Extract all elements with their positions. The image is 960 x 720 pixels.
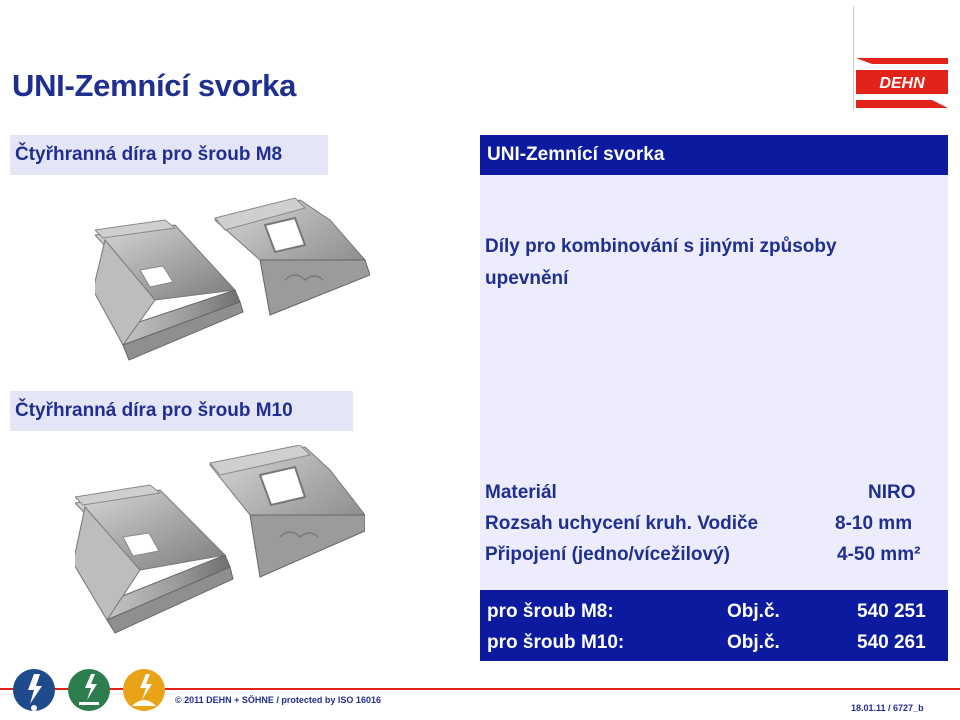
spec-row-material	[485, 479, 940, 509]
order-row-m10	[487, 629, 947, 659]
order-numbers-box	[480, 590, 948, 661]
logo-divider	[853, 6, 854, 110]
spec-label: Rozsah uchycení kruh. Vodiče	[485, 513, 759, 534]
page-title: UNI-Zemnící svorka	[12, 68, 297, 103]
copyright-text: © 2011 DEHN + SÖHNE / protected by ISO 16016	[175, 695, 381, 705]
order-number: 540 251	[857, 601, 926, 622]
spec-value: NIRO	[868, 482, 916, 503]
order-label: pro šroub M10:	[487, 632, 625, 653]
panel-description	[485, 231, 935, 295]
surge-protection-icon	[12, 668, 56, 712]
product-info-panel	[480, 135, 948, 661]
spec-value: 4-50 mm²	[837, 544, 921, 565]
label-m10: Čtyřhranná díra pro šroub M10	[10, 391, 353, 431]
order-number: 540 261	[857, 632, 926, 653]
dehn-logo-text: DEHN	[879, 75, 925, 92]
description-line-1: Díly pro kombinování s jinými způsoby	[485, 236, 837, 257]
panel-header: UNI-Zemnící svorka	[480, 135, 948, 175]
earthing-icon	[67, 668, 111, 712]
order-row-m8	[487, 598, 947, 628]
label-m8: Čtyřhranná díra pro šroub M8	[10, 135, 328, 175]
spec-value: 8-10 mm	[835, 513, 913, 534]
description-line-2: upevnění	[485, 268, 569, 289]
order-label: pro šroub M8:	[487, 601, 614, 622]
clamp-m8-image	[95, 190, 370, 370]
spec-label: Připojení (jedno/vícežilový)	[485, 544, 730, 565]
clamp-m10-image	[75, 445, 365, 635]
spec-label: Materiál	[485, 482, 557, 503]
document-reference: 18.01.11 / 6727_b	[851, 703, 924, 713]
order-obj-label: Obj.č.	[727, 632, 780, 653]
dehn-logo	[856, 56, 948, 110]
order-obj-label: Obj.č.	[727, 601, 780, 622]
spec-row-conductor-range	[485, 510, 940, 540]
spec-row-connection	[485, 541, 940, 571]
safety-equipment-icon	[122, 668, 166, 712]
